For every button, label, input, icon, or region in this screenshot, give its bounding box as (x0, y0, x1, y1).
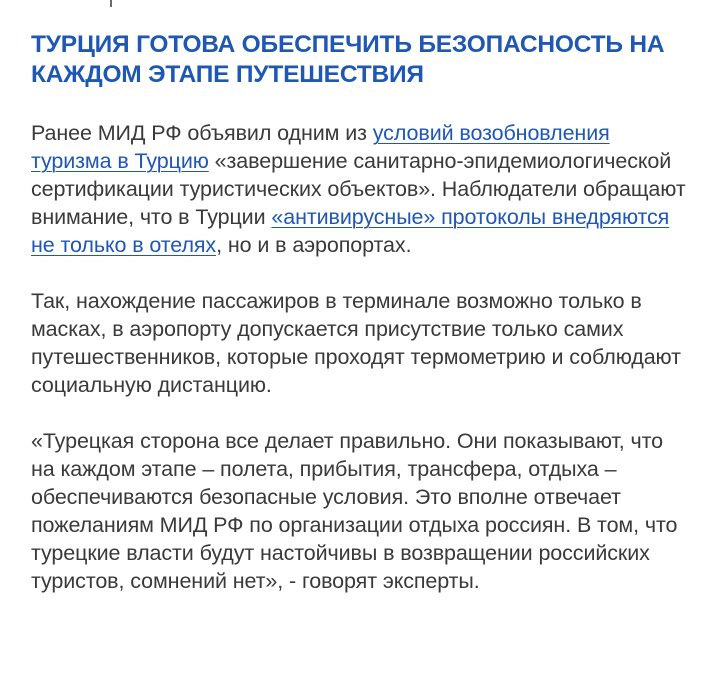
paragraph-2: Так, нахождение пассажиров в терминале возможно только в масках, в аэропорту допускается присутствие только самих путешественников, которые проходят термометрию и соблюдают социальную дистанцию. (31, 289, 681, 397)
top-divider-mark (110, 0, 112, 7)
paragraph-1 (31, 119, 691, 259)
paragraph-1-text-c: , но и в аэропортах. (216, 233, 412, 257)
link-tourism-conditions[interactable]: условий возобновления туризма в Турцию (31, 121, 610, 173)
article-headline: ТУРЦИЯ ГОТОВА ОБЕСПЕЧИТЬ БЕЗОПАСНОСТЬ НА КАЖДОМ ЭТАПЕ ПУТЕШЕСТВИЯ (31, 31, 665, 88)
link-antivirus-protocols[interactable]: «антивирусные» протоколы внедряются не только в отелях (31, 205, 670, 257)
paragraph-1-text-a: Ранее МИД РФ объявил одним из (31, 121, 373, 145)
paragraph-3-quote: «Турецкая сторона все делает правильно. Они показывают, что на каждом этапе – полета, прибытия, трансфера, отдыха – обеспечиваются безопасные условия. Это вполне отвечает пожеланиям МИД РФ по организации отдыха россиян. В том, что турецкие власти будут настойчивы в возвращении российских туристов, сомнений нет», - говорят эксперты. (31, 429, 678, 593)
article (31, 30, 691, 595)
paragraph-1-text-b: «завершение санитарно-эпидемиологической сертификации туристических объектов». Наблюдатели обращают внимание, что в Турции (31, 149, 686, 229)
